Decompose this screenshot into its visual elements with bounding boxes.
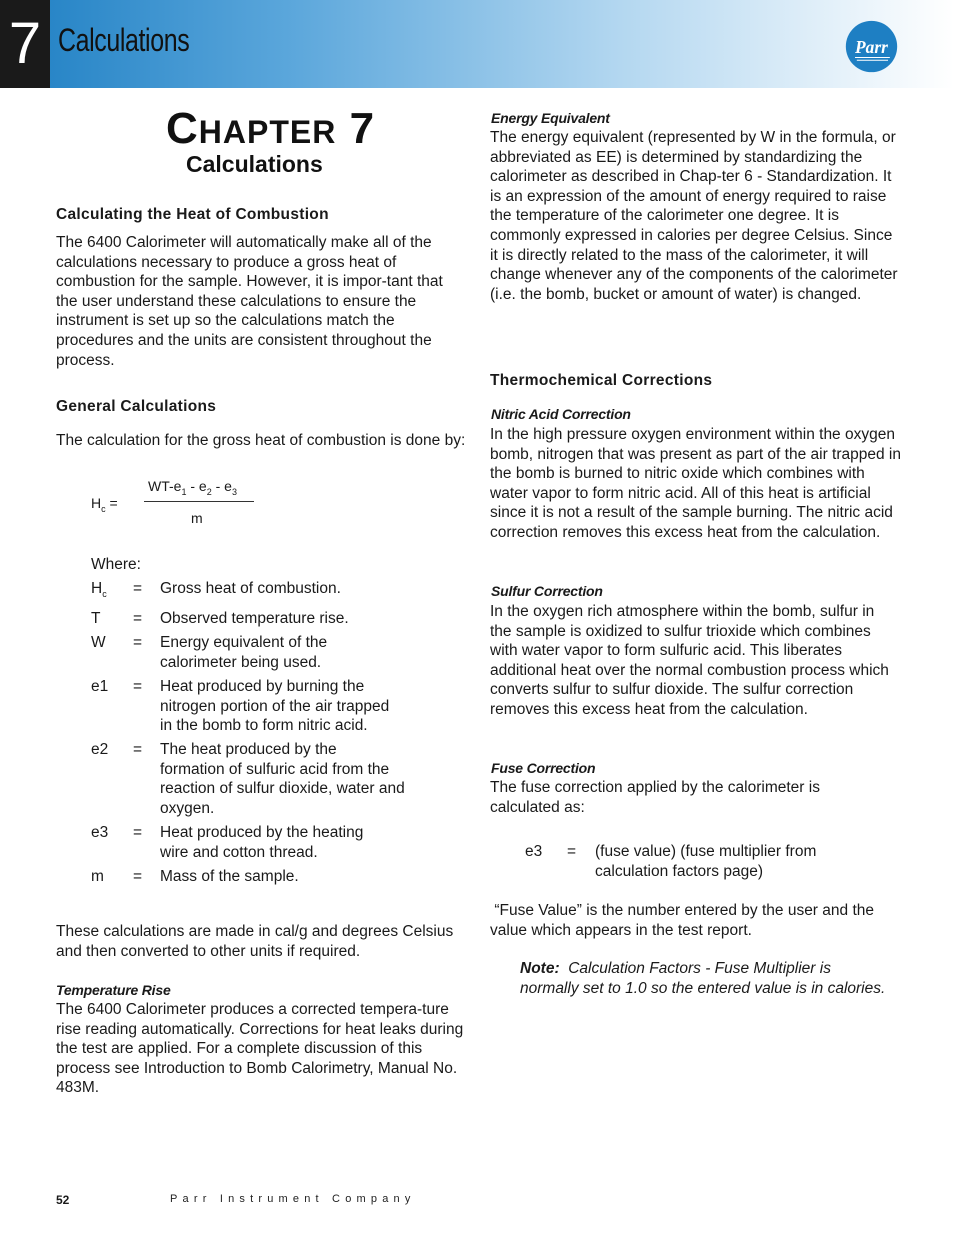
definition-text: Heat produced by the heating wire and cotton thread. [160,824,364,861]
formula-lhs: $H_c$ = [91,495,118,514]
definition-text: Gross heat of combustion. [160,580,341,597]
chapter-heading-rest: HAPTER [198,114,337,150]
definition-row [91,579,471,605]
section-heading-heat-of-combustion: Calculating the Heat of Combustion [56,206,329,223]
formula-denominator: m [191,510,203,526]
definition-row [91,677,471,736]
definition-symbol: e1 [91,677,109,695]
fuse-formula-symbol: e3 [525,843,543,860]
subheading-energy-equivalent: Energy Equivalent [491,110,610,126]
section-heading-thermochemical-corrections: Thermochemical Corrections [490,372,713,389]
subheading-sulfur-correction: Sulfur Correction [491,583,603,599]
subheading-temperature-rise: Temperature Rise [56,982,171,998]
fuse-formula-equals: = [567,843,577,860]
temperature-rise-paragraph: The 6400 Calorimeter produces a corrected tempera-ture rise reading automatically. Corrections for heat leaks during the test are applied. For a complete discussion of this process see Introduction to Bomb Calorimetry, Manual No. 483M. [56,1001,464,1097]
definition-row [91,823,471,862]
definition-equals: = [133,741,143,759]
fuse-multiplier-note [520,959,890,998]
definition-symbol: W [91,634,106,652]
definition-text: Observed temperature rise. [160,610,349,628]
note-text: Calculation Factors - Fuse Multiplier is normally set to 1.0 so the entered value is in calories. [520,960,886,997]
page-number: 52 [56,1193,70,1207]
chapter-subtitle: Calculations [186,151,323,177]
nitric-acid-paragraph: In the high pressure oxygen environment within the oxygen bomb, nitrogen that was present as part of the air trapped in the bomb is burned to nitric oxide which combines with water vapor to form nitric acid. All of this heat is artificial since it is not a result of the sample burning. The nitric acid correction removes this excess heat from the calculation. [490,426,901,541]
definition-row [91,633,471,672]
chapter-number-tab: 7 [0,0,50,88]
definition-text: Mass of the sample. [160,867,299,885]
subheading-fuse-correction: Fuse Correction [491,760,596,776]
units-paragraph: These calculations are made in cal/g and degrees Celsius and then converted to other units if required. [56,923,454,960]
header-title: Calculations [58,22,190,58]
heat-of-combustion-paragraph: The 6400 Calorimeter will automatically make all of the calculations necessary to produce a gross heat of combustion for the sample. However, it is impor-tant that the user understand these calculations to ensure the instrument is set up so the calculations match the procedures and the units are consistent throughout the process. [56,234,443,369]
chapter-heading-initial: C [166,104,199,153]
sulfur-correction-paragraph: In the oxygen rich atmosphere within the bomb, sulfur in the sample is oxidized to sulfur trioxide which combines with water vapor to form sulfuric acid. This liberates additional heat over the normal combustion process which converts sulfur to sulfur dioxide. The sulfur correction removes this excess heat from the calculation. [490,603,889,718]
general-calculations-paragraph: The calculation for the gross heat of combustion is done by: [56,432,466,449]
chapter-heading-number: 7 [349,104,376,153]
definition-equals: = [133,677,143,695]
subheading-nitric-acid-correction: Nitric Acid Correction [491,406,631,422]
definition-equals: = [133,610,143,628]
definition-equals: = [133,824,143,842]
fuse-value-paragraph: “Fuse Value” is the number entered by the user and the value which appears in the test report. [490,902,879,939]
definition-symbol: T [91,610,101,628]
definition-row [91,740,471,818]
footer-company-name: Parr Instrument Company [170,1193,416,1205]
definition-symbol: $H_c$ [91,580,107,600]
definition-text: Heat produced by burning the nitrogen portion of the air trapped in the bomb to form nitric acid. [160,677,390,735]
chapter-heading [166,104,375,157]
definition-symbol: e2 [91,741,109,759]
formula-numerator: $WT-e_1 - e_2 - e_3$ [148,478,237,497]
definition-equals: = [133,634,143,652]
definition-row [91,609,471,629]
definition-text: Energy equivalent of the calorimeter being used. [160,634,328,671]
parr-logo-icon [844,19,899,74]
definition-equals: = [133,867,143,885]
gross-heat-formula [91,478,291,528]
definition-equals: = [133,580,143,597]
formula-fraction-bar [144,501,254,502]
definition-symbol: m [91,867,104,885]
definition-row [91,867,471,887]
variable-definitions-list [91,579,471,891]
definition-text: The heat produced by the formation of sulfuric acid from the reaction of sulfur dioxide, water and oxygen. [160,741,405,818]
section-heading-general-calculations: General Calculations [56,398,217,415]
svg-text:Parr: Parr [855,36,888,57]
fuse-formula-text: (fuse value) (fuse multiplier from calculation factors page) [595,843,817,880]
fuse-formula-row [525,842,875,881]
where-label: Where: [91,556,141,573]
energy-equivalent-paragraph: The energy equivalent (represented by W in the formula, or abbreviated as EE) is determined by standardizing the calorimeter as described in Chap-ter 6 - Standardization. It is an expression of the amount of energy required to raise the temperature of the calorimeter one degree. It is commonly expressed in calories per degree Celsius. Since it is directly related to the mass of the calorimeter, it will change whenever any of the components of the calorimeter (i.e. the bomb, bucket or amount of water) is changed. [490,129,898,303]
fuse-correction-paragraph: The fuse correction applied by the calorimeter is calculated as: [490,779,820,816]
note-label: Note: [520,960,560,977]
definition-symbol: e3 [91,824,109,842]
chapter-header-band [0,0,954,88]
